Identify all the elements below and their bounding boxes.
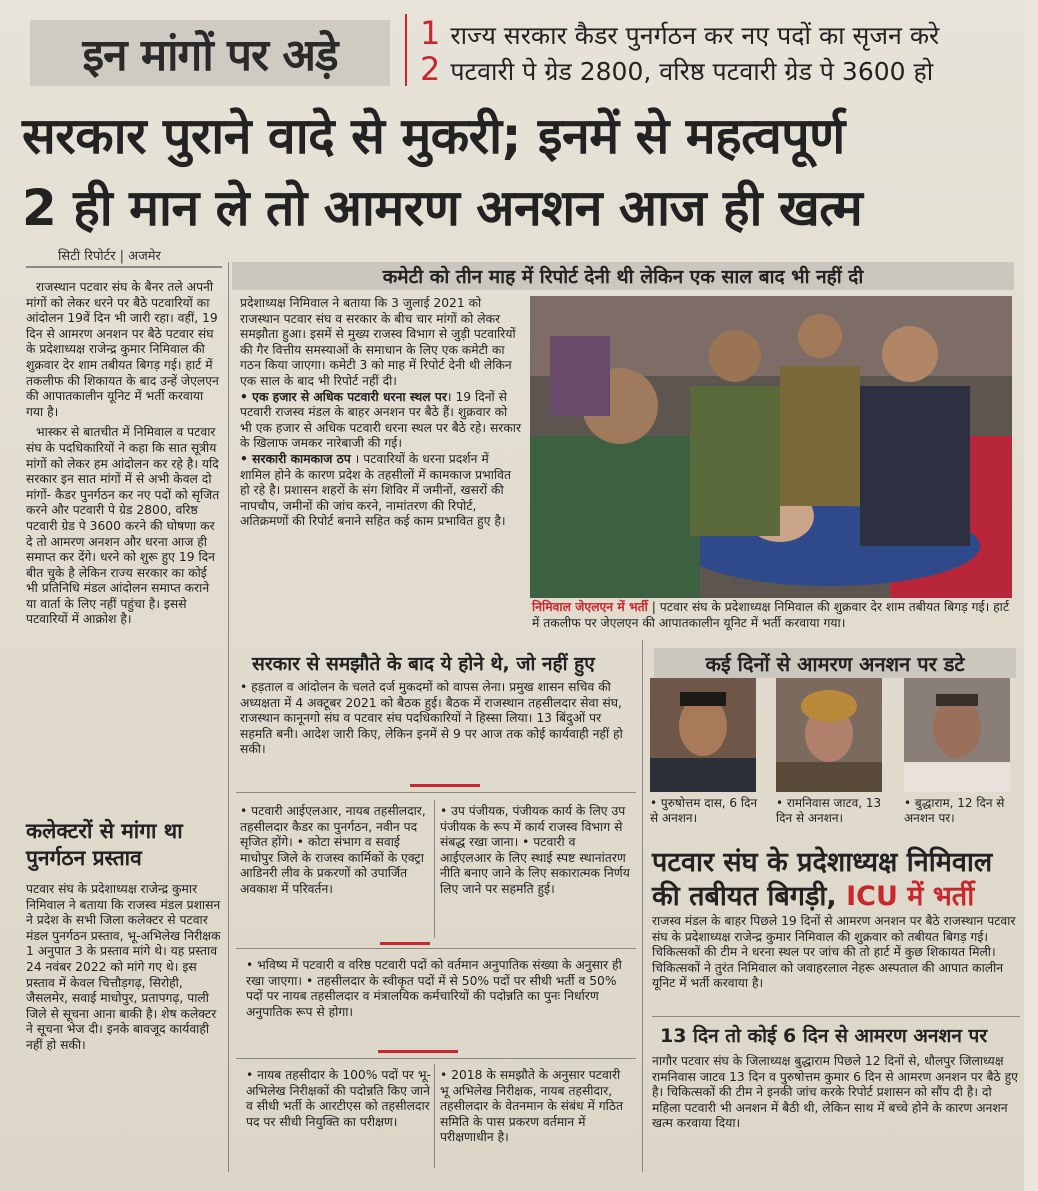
rule [236,792,636,793]
photo-caption [532,600,1014,631]
paragraph: • नायब तहसीदार के 100% पदों पर भू-अभिलेख निरीक्षकों की पदोन्नति किए जाने व सीधी भर्ती के आरटीएस को तहसीलदार पद पर सीधी नियुक्ति का परीक्षण। [246,1068,431,1129]
subhead-hunger-strike: कई दिनों से आमरण अनशन पर डटे [654,648,1016,678]
agreement-point-c [246,958,634,1020]
icu-headline-text: पटवार संघ के प्रदेशाध्यक्ष निमिवाल की तबीयत बिगड़ी, [652,847,993,912]
person-photo [904,678,1010,792]
byline: सिटी रिपोर्टर | अजमेर [58,249,161,264]
agreement-point-e [440,1068,632,1146]
caption-text: | पटवार संघ के प्रदेशाध्यक्ष निमिवाल की शुक्रवार देर शाम तबीयत बिगड़ गई। हार्ट में तकलीफ पर जेएलएन की आपातकालीन यूनिट में भर्ती करवाया गया। [532,600,1010,630]
bullet-text: । 19 दिनों से पटवारी राजस्व मंडल के बाहर अनशन पर बैठे हैं। शुक्रवार को भी एक हजार से अधिक पटवारी धरना स्थल पर बैठे रहे। सरकार के खिलाफ जमकर नारेबाजी की गई। [240,389,521,451]
days-column [652,1054,1020,1132]
icu-headline [652,846,1022,914]
rule [652,1016,1020,1017]
bullet-head: • सरकारी कामकाज ठप [240,451,351,466]
page-edge [1024,0,1038,1191]
subhead-agreement: सरकार से समझौते के बाद ये होने थे, जो नहीं हुए [252,653,595,675]
person-illustration [776,678,882,792]
column-rule [642,640,643,1172]
demand-item-1 [420,14,939,52]
subhead-collectors: कलेक्टरों से मांगा था पुनर्गठन प्रस्ताव [26,819,183,870]
paragraph: • उप पंजीयक, पंजीयक कार्य के लिए उप पंजीयक के रूप में कार्य राजस्व विभाग से संबद्ध रखा जाना। • पटवारी व आईएलआर के लिए स्थाई स्पष्ट स्थानांतरण नीति बनाए जाने के लिए सकारात्मक निर्णय लिए जाने पर सहमति हुई। [440,804,630,896]
rule [236,1058,636,1059]
person-caption: • पुरुषोत्तम दास, 6 दिन से अनशन। [650,796,758,825]
divider [405,14,407,86]
paragraph: राजस्व मंडल के बाहर पिछले 19 दिनों से आमरण अनशन पर बैठे राजस्थान पटवार संघ के प्रदेशाध्यक्ष राजेन्द्र कुमार निमिवाल की शुक्रवार को तबीयत बिगड़ गई। चिकित्सकों की टीम ने धरना स्थल पर जांच की तो हार्ट में कुछ शिकायत मिली। चिकित्सकों ने तुरंत निमिवाल को जवाहरलाल नेहरू अस्पताल की आपात कालीन यूनिट में भर्ती करवाया है। [652,914,1016,991]
person-caption: • रामनिवास जाटव, 13 दिन से अनशन। [776,796,882,825]
rule [236,948,636,949]
photo-illustration [530,296,1012,598]
column-rule [434,800,435,938]
person-caption: • बुद्धाराम, 12 दिन से अनशन पर। [904,796,1005,825]
bullet-text: । पटवारियों के धरना प्रदर्शन में शामिल होने के कारण प्रदेश के तहसीलों में कामकाज प्रभावित हो रहे है। प्रशासन शहरों के संग शिविर में जमीनों, खसरों की नापचौप, जमीनों की जांच करने, नामांतरण की रिपोर्ट, अतिक्रमणों की रिपोर्ट बनाने सहित कई काम प्रभावित हुए है। [240,451,511,529]
column-rule [228,262,229,1172]
paragraph: • पटवारी आईएलआर, नायब तहसीलदार, तहसीलदार कैडर का पुनर्गठन, नवीन पद सृजित होंगे। • कोटा संभाग व सवाई माधोपुर जिले के राजस्व कार्मिकों के एक्ट्रा आडिनरी लीव के प्रकरणों को उपार्जित अवकाश में परिवर्तन। [240,804,426,896]
paragraph: • हड़ताल व आंदोलन के चलते दर्ज मुकदमों को वापस लेना। प्रमुख शासन सचिव की अध्यक्षता में 4 अक्टूबर 2021 को बैठक हुई। बैठक में राजस्थान तहसीलदार सेवा संघ, राजस्थान कानूनगो संघ व पटवार संघ पदधिकारियों ने हिस्सा लिया। 13 बिंदुओं पर सहमति बनी। आदेश जारी किए, लेकिन इनमें से 9 पर आज तक कोई कार्यवाही नहीं हो सकी। [240,680,623,757]
person-illustration [904,678,1010,792]
caption-lead: निमिवाल जेएलएन में भर्ती [532,600,648,614]
person-photo [650,678,756,792]
subhead-days: 13 दिन तो कोई 6 दिन से आमरण अनशन पर [660,1025,988,1047]
agreement-point-a [240,804,428,898]
demand-text: पटवारी पे ग्रेड 2800, वरिष्ठ पटवारी ग्रेड पे 3600 हो [450,57,934,86]
hospital-photo [530,296,1012,598]
paragraph: पटवार संघ के प्रदेशाध्यक्ष राजेन्द्र कुमार निमिवाल ने बताया कि राजस्व मंडल प्रशासन ने प्रदेश के सभी जिला कलेक्टर से पटवार मंडल पुनर्गठन प्रस्ताव, भू-अभिलेख निरीक्षक 1 अनुपात 3 के प्रस्ताव मांगे थे। यह प्रस्ताव 24 नवंबर 2022 को मांगे गए थे। इस प्रस्ताव में केवल चित्तौड़गढ़, सिरोही, जैसलमेर, सवाई माधोपुर, प्रतापगढ़, पाली जिले से सूचना आना बाकी है। शेष कलेक्टर ने सूचना भेज दी। इनके बावजूद कार्यवाही नहीं हो सकी। [26,882,221,1052]
main-headline-line1: सरकार पुराने वादे से मुकरी; इनमें से महत्वपूर्ण [22,107,845,165]
committee-strip: कमेटी को तीन माह में रिपोर्ट देनी थी लेकिन एक साल बाद भी नहीं दी [232,262,1014,290]
person-illustration [650,678,756,792]
committee-column [240,296,522,530]
agreement-lead [240,680,634,758]
demand-number: 2 [420,50,441,88]
red-underline [380,942,430,945]
demand-banner: इन मांगों पर अड़े [30,20,390,86]
person-photo [776,678,882,792]
article-column-1b [26,882,222,1054]
demand-text: राज्य सरकार कैडर पुनर्गठन कर नए पदों का सृजन करे [450,21,940,50]
agreement-point-d [246,1068,432,1130]
main-headline-line2: 2 ही मान ले तो आमरण अनशन आज ही खत्म [22,179,863,237]
paragraph: • 2018 के समझौते के अनुसार पटवारी भू अभिलेख निरीक्षक, नायब तहसीदार, तहसीलदार के वेतनमान के संबंध में गठित समिति के पास प्रकरण वर्तमान में परीक्षणाधीन है। [440,1068,624,1145]
paragraph: नागौर पटवार संघ के जिलाध्यक्ष बुद्धाराम पिछले 12 दिनों से, धौलपुर जिलाध्यक्ष रामनिवास जाटव 13 दिन व पुरुषोत्तम कुमार 6 दिन से आमरण अनशन पर बैठे हुए है। चिकित्सकों की टीम ने इनकी जांच करके रिपोर्ट प्रशासन को सौंप दी है। दो महिला पटवारी भी अनशन में बैठी थी, लेकिन साथ में बच्चे होने के कारण अनशन खत्म करवाया दिया। [652,1054,1018,1131]
paragraph: • भविष्य में पटवारी व वरिष्ठ पटवारी पदों को वर्तमान अनुपातिक संख्या के अनुसार ही रखा जाएगा। • तहसीलदार के स्वीकृत पदों में से 50% पदों पर सीधी भर्ती व 50% पदों पर नायब तहसीलदार व मंत्रालयिक कर्मचारियों की पदोन्नति का पुनः निर्धारण अनुपातिक रूप से होगा। [246,958,622,1019]
rule [26,266,222,268]
red-underline [410,784,480,787]
column-rule [434,1064,435,1168]
paragraph: भास्कर से बातचीत में निमिवाल व पटवार संघ के पदधिकारियों ने कहा कि सात सूत्रीय मांगों को लेकर हम आंदोलन कर रहे है। यदि सरकार इन सात मांगों में से अभी केवल दो मांगों- कैडर पुनर्गठन कर नए पदों को सृजित करने और पटवारी पे ग्रेड 2800, वरिष्ठ पटवारी ग्रेड पे 3600 करने की घोषणा कर दे तो आमरण अनशन और धरना आज ही समाप्त कर देंगे। धरने को शुरू हुए 19 दिन बीत चुके है लेकिन राज्य सरकार का कोई भी प्रतिनिधि मंडल आंदोलन समाप्त कराने या वार्ता के लिए नहीं पहुंचा है। इससे पटवारियों में आक्रोश है। [26,425,220,627]
paragraph: प्रदेशाध्यक्ष निमिवाल ने बताया कि 3 जुलाई 2021 को राजस्थान पटवार संघ व सरकार के बीच चार मांगों को लेकर समझौता हुआ। इसमें से मुख्य राजस्व विभाग से जुड़ी पटवारियों की गैर वित्तीय समस्याओं के समाधान के लिए एक कमेटी का गठन किया जाएगा। कमेटी 3 को माह में रिपोर्ट देनी थी लेकिन एक साल के बाद भी रिपोर्ट नहीं दी। [240,296,516,388]
paragraph: राजस्थान पटवार संघ के बैनर तले अपनी मांगों को लेकर धरने पर बैठे पटवारियों का आंदोलन 19वें दिन भी जारी रहा। वहीं, 19 दिन से आमरण अनशन पर बैठे पटवार संघ के प्रदेशाध्यक्ष राजेन्द्र कुमार निमिवाल की शुक्रवार देर शाम तबीयत बिगड़ गई। हार्ट में तकलीफ की शिकायत के बाद उन्हें जेएलएन की आपातकालीन यूनिट में भर्ती करवाया गया है। [26,280,219,419]
agreement-point-b [440,804,630,898]
demand-number: 1 [420,14,441,52]
icu-column [652,914,1020,992]
icu-headline-red: ICU में भर्ती [846,881,975,912]
demand-item-2 [420,50,933,88]
article-column-1 [26,280,220,633]
red-underline [378,1050,458,1053]
bullet-head: • एक हजार से अधिक पटवारी धरना स्थल पर [240,389,447,404]
